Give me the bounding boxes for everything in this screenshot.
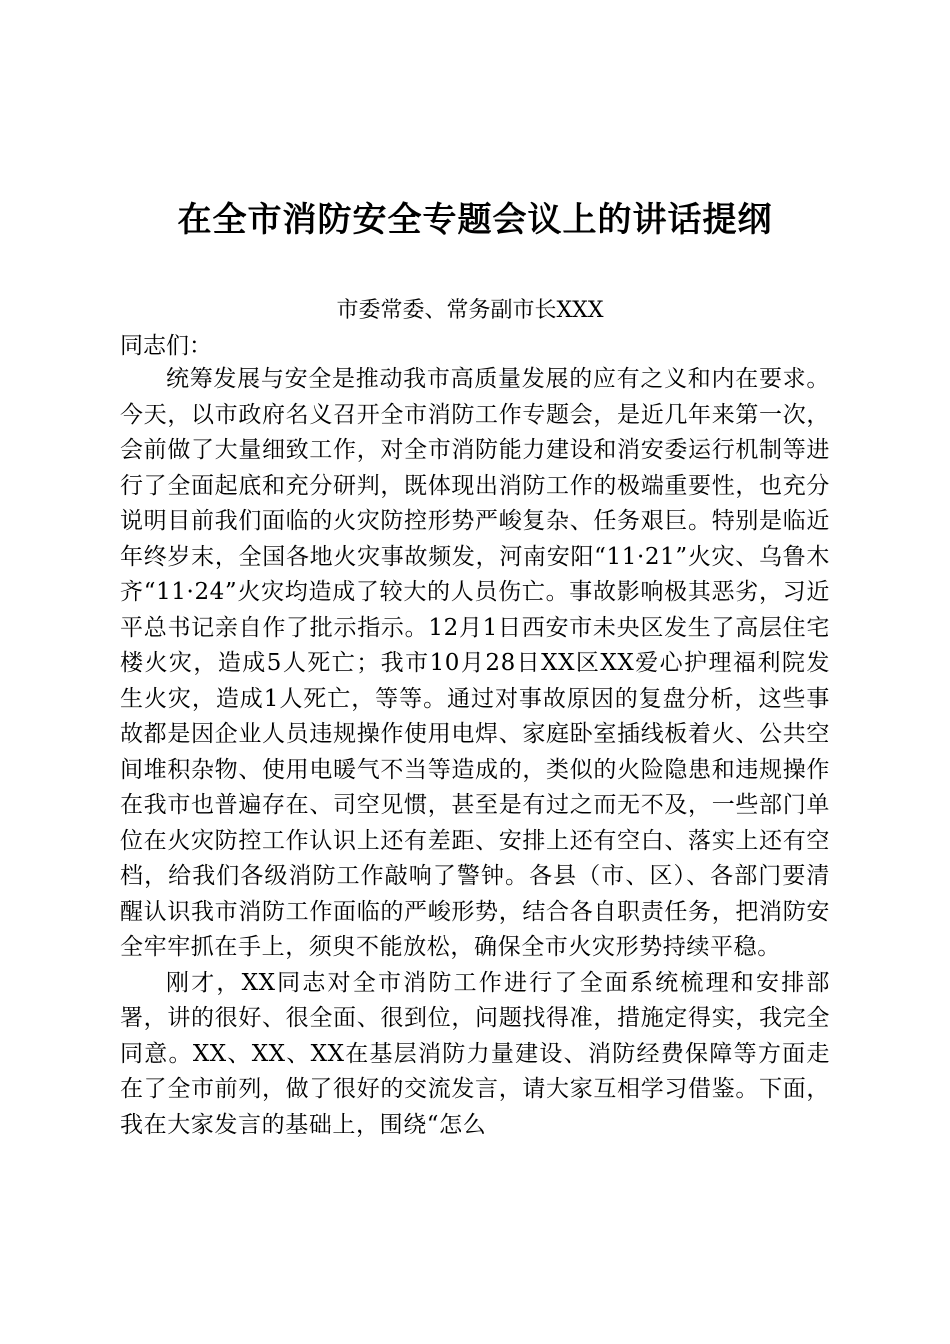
document-title: 在全市消防安全专题会议上的讲话提纲 xyxy=(177,200,773,240)
speaker-byline: 市委常委、常务副市长XXX xyxy=(336,298,604,323)
paragraph-2: 刚才，XX同志对全市消防工作进行了全面系统梳理和安排部署，讲的很好、很全面、很到位，问题找得准，措施定得实，我完全同意。XX、XX、XX在基层消防力量建设、消防经费保障等方面走在了全市前列，做了很好的交流发言，请大家互相学习借鉴。下面，我在大家发言的基础上，围绕“怎么 xyxy=(120,969,830,1138)
paragraph-1: 统筹发展与安全是推动我市高质量发展的应有之义和内在要求。今天，以市政府名义召开全市消防工作专题会，是近几年来第一次，会前做了大量细致工作，对全市消防能力建设和消安委运行机制等进行了全面起底和充分研判，既体现出消防工作的极端重要性，也充分说明目前我们面临的火灾防控形势严峻复杂、任务艰巨。特别是临近年终岁末，全国各地火灾事故频发，河南安阳“11·21”火灾、乌鲁木齐“11·24”火灾均造成了较大的人员伤亡。事故影响极其恶劣，习近平总书记亲自作了批示指示。12月1日西安市未央区发生了高层住宅楼火灾，造成5人死亡；我市10月28日XX区XX爱心护理福利院发生火灾，造成1人死亡，等等。通过对事故原因的复盘分析，这些事故都是因企业人员违规操作使用电焊、家庭卧室插线板着火、公共空间堆积杂物、使用电暖气不当等造成的，类似的火险隐患和违规操作在我市也普遍存在、司空见惯，甚至是有过之而无不及，一些部门单位在火灾防控工作认识上还有差距、安排上还有空白、落实上还有空档，给我们各级消防工作敲响了警钟。各县（市、区）、各部门要清醒认识我市消防工作面临的严峻形势，结合各自职责任务，把消防安全牢牢抓在手上，须臾不能放松，确保全市火灾形势持续平稳。 xyxy=(120,366,830,960)
speech-body xyxy=(120,362,830,1143)
salutation: 同志们： xyxy=(120,333,212,359)
